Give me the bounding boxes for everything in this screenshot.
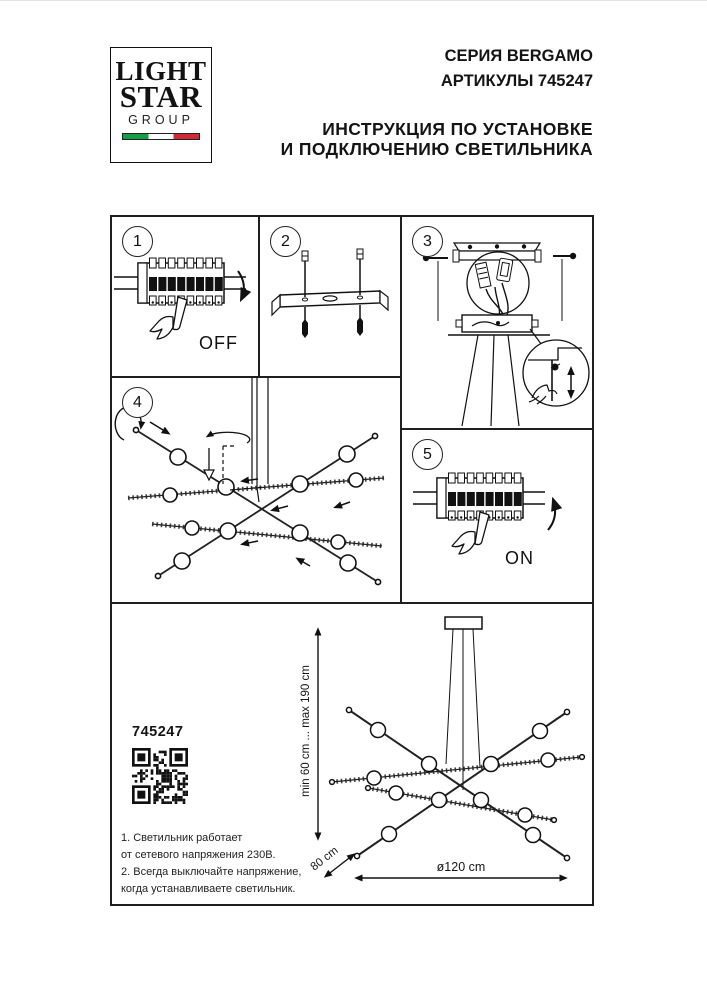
step-5-panel <box>400 428 594 604</box>
note-line: когда устанавливаете светильник. <box>121 883 296 895</box>
height-range-label: min 60 cm ... max 190 cm <box>300 665 312 797</box>
article-number: 745247 <box>132 724 184 740</box>
ceiling-cap <box>445 617 482 629</box>
suspension-rods <box>446 629 480 790</box>
lightstar-logo <box>110 47 212 163</box>
step-number-badge: 5 <box>412 439 443 470</box>
instruction-title <box>281 120 593 159</box>
italy-flag-bar <box>122 133 200 140</box>
step-number-badge: 4 <box>122 387 153 418</box>
logo-word-light: LIGHT <box>115 56 207 86</box>
wires <box>486 283 508 317</box>
title-line-1: ИНСТРУКЦИЯ ПО УСТАНОВКЕ <box>322 119 593 139</box>
step-3-panel <box>400 215 594 430</box>
step-number-badge: 2 <box>270 226 301 257</box>
logo-word-star: STAR <box>119 79 203 114</box>
qr-code <box>132 748 188 804</box>
height-adjust-detail <box>523 340 589 406</box>
header-identifiers <box>441 44 593 94</box>
switch-up-arrow-icon <box>548 499 555 530</box>
series-label: СЕРИЯ BERGAMO <box>444 47 593 65</box>
safety-notes <box>121 830 301 898</box>
step-4-panel <box>110 376 402 604</box>
title-line-2: И ПОДКЛЮЧЕНИЮ СВЕТИЛЬНИКА <box>280 138 593 159</box>
suspension-rods <box>462 335 519 426</box>
articles-label: АРТИКУЛЫ 745247 <box>440 72 593 90</box>
dimensions-panel <box>110 602 594 906</box>
note-line: от сетевого напряжения 230В. <box>121 849 276 861</box>
step-2-panel <box>258 215 402 378</box>
step-1-panel <box>110 215 260 378</box>
note-line: 1. Светильник работает <box>121 832 243 844</box>
rod-assembly-diagram <box>112 378 400 602</box>
rotate-ellipse-arrow-icon <box>208 432 250 443</box>
on-label: ON <box>505 548 534 568</box>
step-number-badge: 1 <box>122 226 153 257</box>
diameter-label: ø120 cm <box>436 860 486 874</box>
logo-word-group: GROUP <box>128 113 194 127</box>
step-number-badge: 3 <box>412 226 443 257</box>
switch-down-arrow-icon <box>238 271 244 300</box>
depth-label: 80 cm <box>308 844 341 874</box>
off-label: OFF <box>199 333 238 353</box>
central-rod <box>252 378 268 502</box>
note-line: 2. Всегда выключайте напряжение, <box>121 866 302 878</box>
